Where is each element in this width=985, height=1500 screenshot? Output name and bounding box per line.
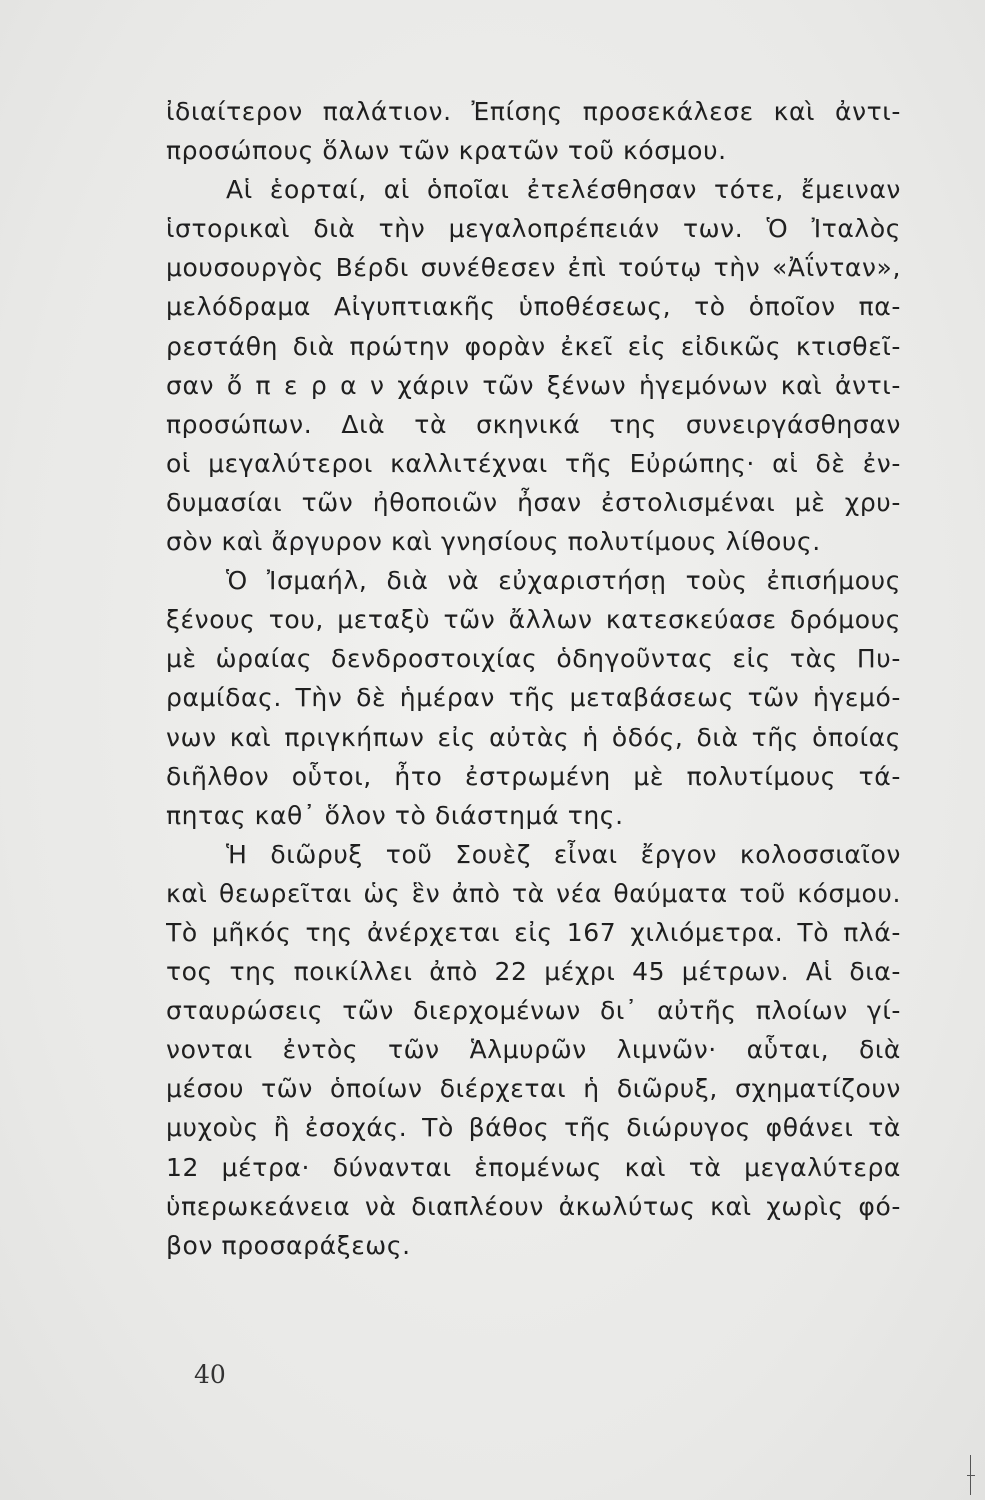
paragraph-start-line: Ὁ Ἰσμαήλ, διὰ νὰ εὐχαριστήσῃ τοὺς ἐπισήμους — [226, 566, 901, 596]
paragraph-start-line: Αἱ ἑορταί, αἱ ὁποῖαι ἐτελέσθησαν τότε, ἔμειναν — [226, 175, 901, 205]
text-line: νων καὶ πριγκήπων εἰς αὐτὰς ἡ ὁδός, διὰ τῆς ὁποίας — [166, 722, 901, 752]
text-line: προσώπων. Διὰ τὰ σκηνικά της συνειργάσθησαν — [166, 409, 901, 439]
text-line: πητας καθ᾽ ὅλον τὸ διάστημά της. — [166, 800, 624, 830]
text-line: ἱστορικαὶ διὰ τὴν μεγαλοπρέπειάν των. Ὁ Ἰταλὸς — [166, 214, 901, 244]
text-line: σταυρώσεις τῶν διερχομένων δι᾽ αὐτῆς πλοίων γί- — [166, 996, 901, 1026]
scan-edge-mark — [967, 1475, 975, 1476]
text-line: καὶ θεωρεῖται ὡς ἓν ἀπὸ τὰ νέα θαύματα τοῦ κόσμου. — [166, 878, 901, 908]
text-line: σαν ὄ π ε ρ α ν χάριν τῶν ξένων ἡγεμόνων καὶ ἀντι- — [166, 370, 901, 400]
text-line: ραμίδας. Τὴν δὲ ἡμέραν τῆς μεταβάσεως τῶν ἡγεμό- — [166, 683, 901, 713]
paragraph-start-line: Ἡ διῶρυξ τοῦ Σουὲζ εἶναι ἔργον κολοσσιαῖον — [226, 839, 901, 869]
text-line: προσώπους ὅλων τῶν κρατῶν τοῦ κόσμου. — [166, 136, 727, 166]
text-line: μέσου τῶν ὁποίων διέρχεται ἡ διῶρυξ, σχηματίζουν — [166, 1074, 901, 1104]
text-line: τος της ποικίλλει ἀπὸ 22 μέχρι 45 μέτρων. Αἱ δια- — [166, 957, 901, 987]
text-line: νονται ἐντὸς τῶν Ἁλμυρῶν λιμνῶν· αὗται, διὰ — [166, 1035, 901, 1065]
text-line: δυμασίαι τῶν ἠθοποιῶν ἦσαν ἐστολισμέναι μὲ χρυ- — [166, 487, 901, 517]
text-line: 12 μέτρα· δύνανται ἑπομένως καὶ τὰ μεγαλύτερα — [166, 1152, 901, 1182]
text-line: βον προσαράξεως. — [166, 1230, 411, 1260]
text-line: μυχοὺς ἢ ἐσοχάς. Τὸ βάθος τῆς διώρυγος φθάνει τὰ — [166, 1113, 901, 1143]
text-line: ρεστάθη διὰ πρώτην φορὰν ἐκεῖ εἰς εἰδικῶς κτισθεῖ- — [166, 331, 901, 361]
page-number: 40 — [194, 1360, 226, 1389]
text-line: ἰδιαίτερον παλάτιον. Ἐπίσης προσεκάλεσε καὶ ἀντι- — [166, 97, 901, 126]
text-line: σὸν καὶ ἄργυρον καὶ γνησίους πολυτίμους λίθους. — [166, 527, 821, 557]
text-line: Τὸ μῆκός της ἀνέρχεται εἰς 167 χιλιόμετρα. Τὸ πλά- — [166, 917, 901, 947]
text-line: οἱ μεγαλύτεροι καλλιτέχναι τῆς Εὐρώπης· αἱ δὲ ἐν- — [166, 448, 901, 478]
body-text — [166, 92, 901, 1265]
text-line: μουσουργὸς Βέρδι συνέθεσεν ἐπὶ τούτῳ τὴν «Ἀΐνταν», — [166, 253, 901, 283]
text-line: διῆλθον οὗτοι, ἦτο ἐστρωμένη μὲ πολυτίμους τά- — [166, 761, 901, 791]
text-line: μελόδραμα Αἰγυπτιακῆς ὑποθέσεως, τὸ ὁποῖον πα- — [166, 292, 901, 322]
text-line: ὑπερωκεάνεια νὰ διαπλέουν ἀκωλύτως καὶ χωρὶς φό- — [166, 1191, 901, 1221]
text-line: μὲ ὡραίας δενδροστοιχίας ὁδηγοῦντας εἰς τὰς Πυ- — [166, 644, 901, 674]
text-line: ξένους του, μεταξὺ τῶν ἄλλων κατεσκεύασε δρόμους — [166, 605, 901, 635]
